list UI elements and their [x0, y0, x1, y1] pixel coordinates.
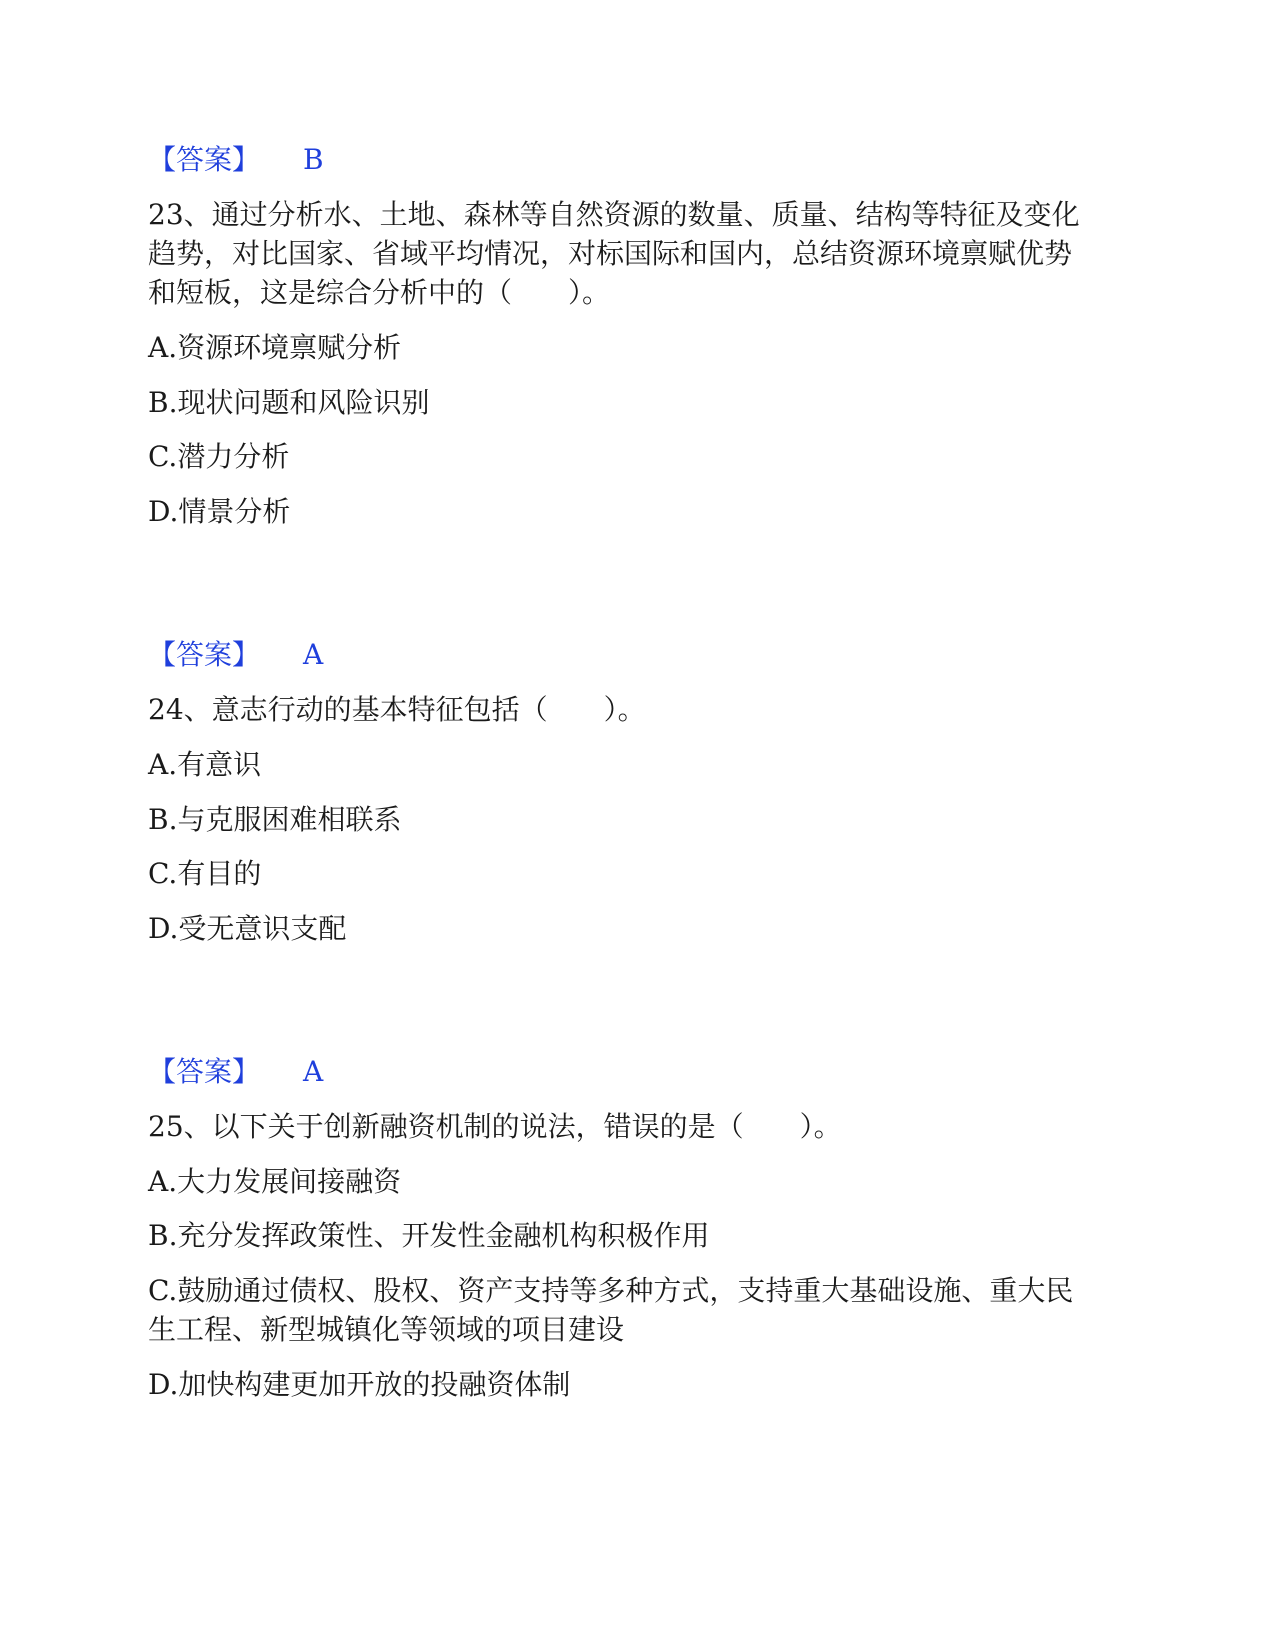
- question-25-line-1: 25、以下关于创新融资机制的说法，错误的是（ ）。: [148, 1110, 842, 1143]
- question-25-option-c-line-2: 生工程、新型城镇化等领域的项目建设: [148, 1313, 625, 1346]
- answer-line-23: [148, 635, 1118, 675]
- question-23-line-1: 23、通过分析水、土地、森林等自然资源的数量、质量、结构等特征及变化: [148, 198, 1080, 231]
- question-23-option-d: D.情景分析: [148, 495, 291, 528]
- question-23-option-b: B.现状问题和风险识别: [148, 386, 430, 419]
- question-23-line-3: 和短板，这是综合分析中的（ ）。: [148, 276, 611, 309]
- answer-label: 【答案】: [148, 638, 261, 671]
- question-25-option-d: D.加快构建更加开放的投融资体制: [148, 1368, 571, 1401]
- answer-value: A: [303, 638, 324, 671]
- question-24-option-b: B.与克服困难相联系: [148, 803, 402, 836]
- question-24-option-d: D.受无意识支配: [148, 912, 347, 945]
- question-24-option-c: C.有目的: [148, 857, 262, 890]
- answer-value: A: [303, 1055, 324, 1088]
- question-23-option-c: C.潜力分析: [148, 440, 290, 473]
- question-24-option-a: A.有意识: [148, 748, 262, 781]
- question-25-option-a: A.大力发展间接融资: [148, 1165, 402, 1198]
- question-24-line-1: 24、意志行动的基本特征包括（ ）。: [148, 693, 646, 726]
- question-25-option-b: B.充分发挥政策性、开发性金融机构积极作用: [148, 1219, 710, 1252]
- answer-label: 【答案】: [148, 143, 261, 176]
- answer-line-22: [148, 140, 1118, 180]
- question-25-option-c: C.鼓励通过债权、股权、资产支持等多种方式，支持重大基础设施、重大民: [148, 1274, 1074, 1307]
- answer-label: 【答案】: [148, 1055, 261, 1088]
- answer-line-24: [148, 1052, 1118, 1092]
- question-23-option-a: A.资源环境禀赋分析: [148, 331, 402, 364]
- answer-value: B: [303, 143, 324, 176]
- question-23-line-2: 趋势，对比国家、省域平均情况，对标国际和国内，总结资源环境禀赋优势: [148, 237, 1073, 270]
